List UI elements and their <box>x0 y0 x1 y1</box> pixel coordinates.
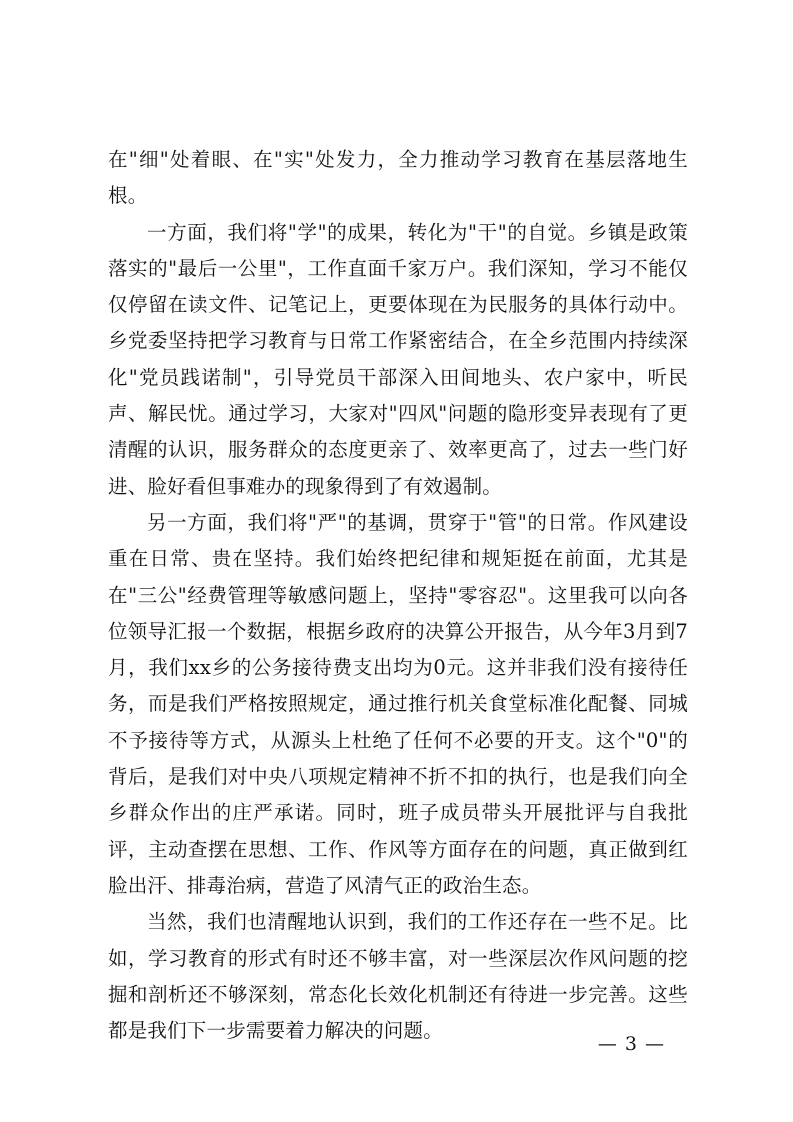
paragraph-study-into-action: 一方面，我们将"学"的成果，转化为"干"的自觉。乡镇是政策落实的"最后一公里"，工作直面千家万户。我们深知，学习不能仅仅停留在读文件、记笔记上，更要体现在为民服务的具体行动中。乡党委坚持把学习教育与日常工作紧密结合，在全乡范围内持续深化"党员践诺制"，引导党员干部深入田间地头、农户家中，听民声、解民忧。通过学习，大家对"四风"问题的隐形变异表现有了更清醒的认识，服务群众的态度更亲了、效率更高了，过去一些门好进、脸好看但事难办的现象得到了有效遏制。 <box>108 220 688 498</box>
page-number: — 3 — <box>597 1033 665 1055</box>
paragraph-continuation: 在"细"处着眼、在"实"处发力，全力推动学习教育在基层落地生根。 <box>108 148 688 208</box>
paragraph-strict-management: 另一方面，我们将"严"的基调，贯穿于"管"的日常。作风建设重在日常、贵在坚持。我们始终把纪律和规矩挺在前面，尤其是在"三公"经费管理等敏感问题上，坚持"零容忍"。这里我可以向各位领导汇报一个数据，根据乡政府的决算公开报告，从今年3月到7月，我们xx乡的公务接待费支出均为0元。这并非我们没有接待任务，而是我们严格按照规定，通过推行机关食堂标准化配餐、同城不予接待等方式，从源头上杜绝了任何不必要的开支。这个"0"的背后，是我们对中央八项规定精神不折不扣的执行，也是我们向全乡群众作出的庄严承诺。同时，班子成员带头开展批评与自我批评，主动查摆在思想、工作、作风等方面存在的问题，真正做到红脸出汗、排毒治病，营造了风清气正的政治生态。 <box>108 510 688 897</box>
paragraph-shortcomings: 当然，我们也清醒地认识到，我们的工作还存在一些不足。比如，学习教育的形式有时还不够丰富，对一些深层次作风问题的挖掘和剖析还不够深刻，常态化长效化机制还有待进一步完善。这些都是我们下一步需要着力解决的问题。 <box>108 910 688 1043</box>
document-body <box>108 142 688 1049</box>
